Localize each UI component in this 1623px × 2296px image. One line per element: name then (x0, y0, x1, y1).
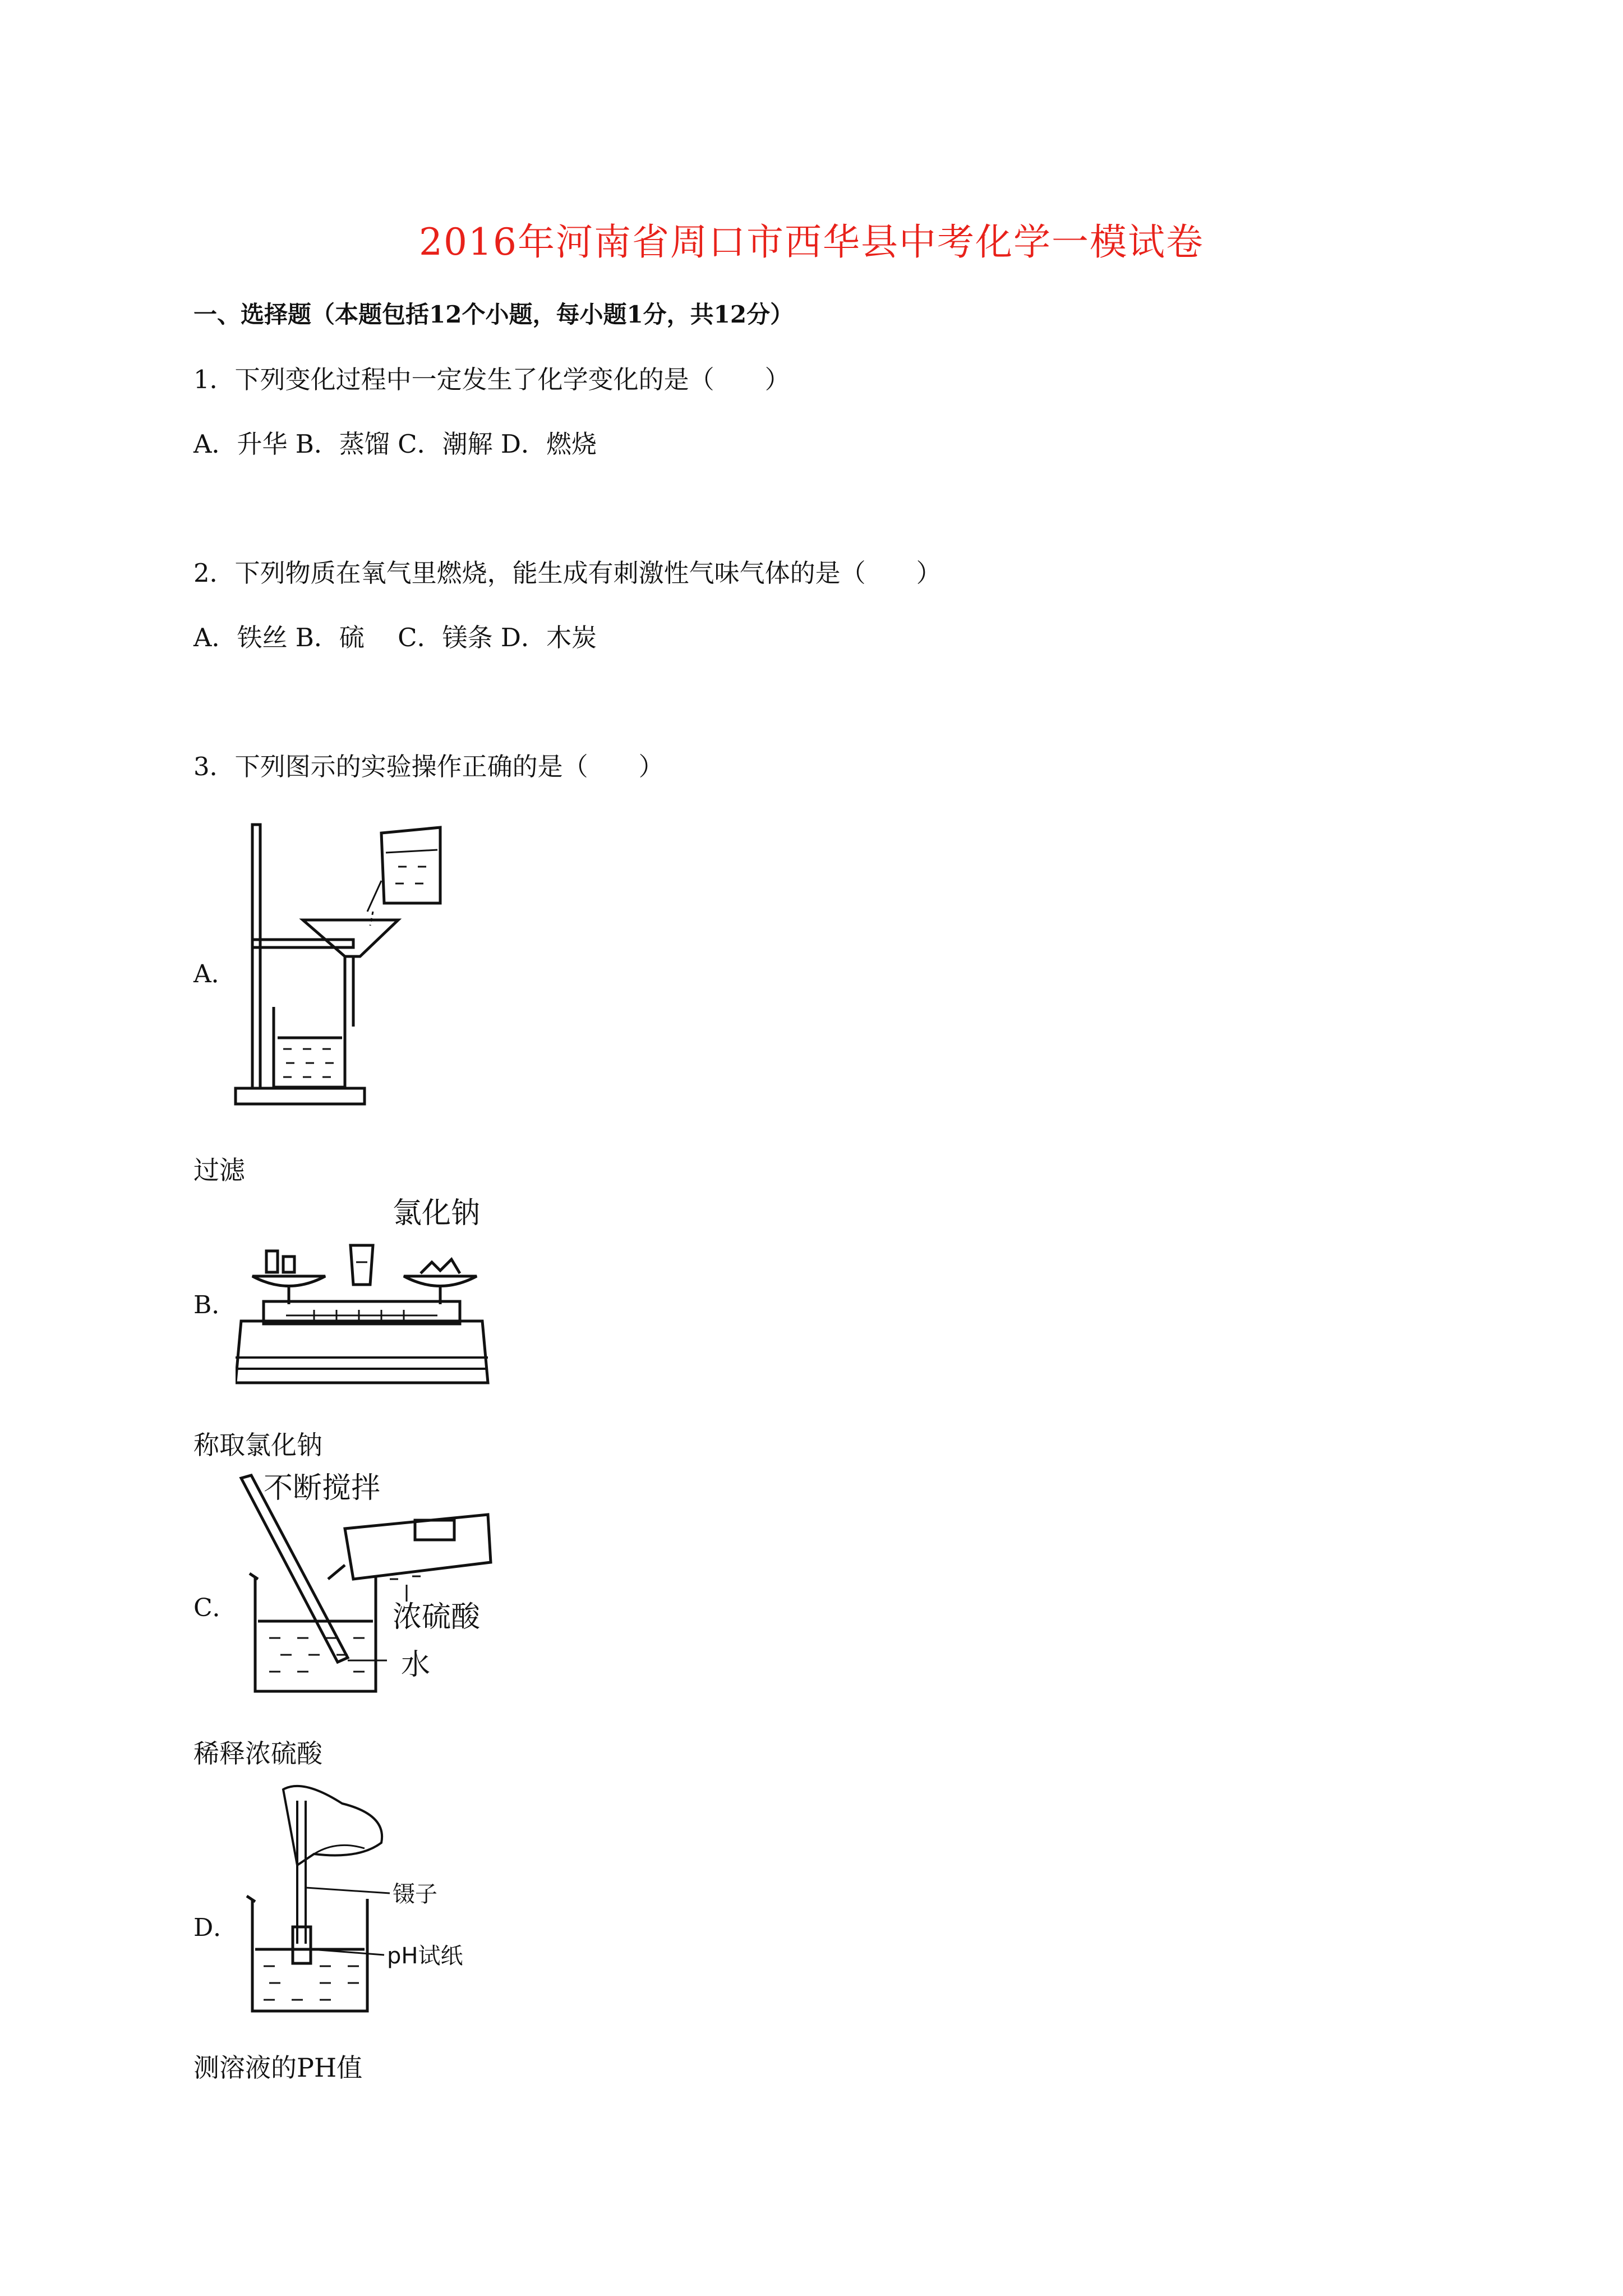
label-stir-constantly: 不断搅拌 (264, 1471, 381, 1505)
label-tweezers: 镊子 (393, 1881, 437, 1907)
question-2-stem: 2．下列物质在氧气里燃烧，能生成有刺激性气味气体的是（ ） (193, 558, 942, 588)
filtration-apparatus-icon (230, 813, 477, 1111)
label-sodium-chloride: 氯化钠 (393, 1197, 481, 1230)
figure-b-letter: B． (193, 1291, 237, 1319)
question-1-stem: 1．下列变化过程中一定发生了化学变化的是（ ） (193, 365, 790, 394)
beaker-stirring-icon (236, 1467, 494, 1703)
figure-d-caption: 测溶液的PH值 (193, 2053, 363, 2083)
figure-c-letter: C． (193, 1594, 237, 1622)
question-2-options: A．铁丝 B．硫 C．镁条 D．木炭 (193, 623, 597, 652)
question-3-stem: 3．下列图示的实验操作正确的是（ ） (193, 752, 664, 781)
figure-d-letter: D． (193, 1913, 238, 1942)
figure-a-caption: 过滤 (193, 1155, 245, 1185)
label-water: 水 (401, 1648, 431, 1682)
figure-a-letter: A． (193, 960, 236, 988)
label-ph-paper: pH试纸 (387, 1943, 463, 1969)
question-1-options: A．升华 B．蒸馏 C．潮解 D．燃烧 (193, 429, 597, 459)
label-concentrated-sulfuric-acid: 浓硫酸 (393, 1600, 481, 1634)
section-heading: 一、选择题（本题包括12个小题，每小题1分，共12分） (193, 301, 794, 328)
ph-paper-beaker-icon (230, 1781, 488, 2022)
figure-c-caption: 稀释浓硫酸 (193, 1738, 322, 1769)
page-title: 2016年河南省周口市西华县中考化学一模试卷 (419, 220, 1204, 264)
figure-b-caption: 称取氯化钠 (193, 1430, 322, 1460)
balance-scale-icon (236, 1189, 494, 1391)
